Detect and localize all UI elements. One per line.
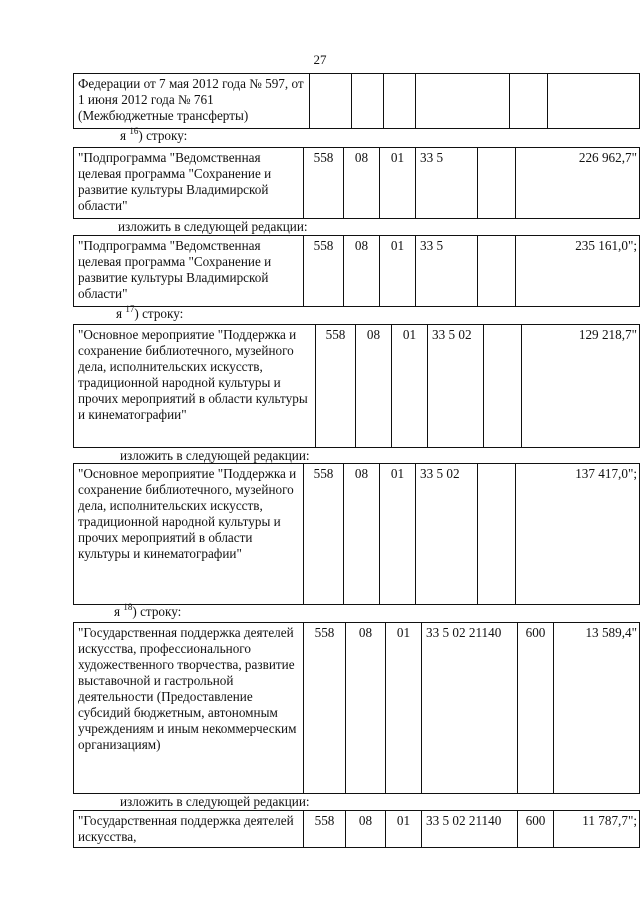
table-row xyxy=(73,324,640,448)
row-note: я $^{17}$) строку: xyxy=(116,304,184,321)
section-code-cell: 08 xyxy=(344,148,380,219)
row-name-cell: "Государственная поддержка деятелей искусства, профессионального художественного творчества, развитие выставочной и гастрольной деятельности (Предоставление субсидий бюджетным, автономным учреждениям и иным некоммерческим организациям) xyxy=(74,623,304,794)
edit-note: изложить в следующей редакции: xyxy=(118,219,308,234)
section-code-cell xyxy=(352,74,384,129)
subsection-code-cell xyxy=(384,74,416,129)
page-number: 27 xyxy=(313,52,327,67)
expense-type-cell: 600 xyxy=(518,811,554,848)
row-name-cell: "Подпрограмма "Ведомственная целевая программа "Сохранение и развитие культуры Владимирской области" xyxy=(74,236,304,307)
subsection-code-cell: 01 xyxy=(380,236,416,307)
row-name-cell: "Государственная поддержка деятелей искусства, xyxy=(74,811,304,848)
ministry-code-cell: 558 xyxy=(316,325,356,448)
table-row xyxy=(73,622,640,794)
table-row xyxy=(73,810,640,848)
expense-type-cell xyxy=(478,148,516,219)
section-code-cell: 08 xyxy=(356,325,392,448)
expense-type-cell: 600 xyxy=(518,623,554,794)
table-row xyxy=(73,73,640,129)
amount-cell xyxy=(548,74,640,129)
row-name-cell: Федерации от 7 мая 2012 года № 597, от 1 июня 2012 года № 761 (Межбюджетные трансферты) xyxy=(74,74,310,129)
expense-type-cell xyxy=(478,464,516,605)
target-article-cell xyxy=(416,74,510,129)
subsection-code-cell: 01 xyxy=(386,811,422,848)
section-code-cell: 08 xyxy=(344,236,380,307)
ministry-code-cell: 558 xyxy=(304,464,344,605)
edit-note: изложить в следующей редакции: xyxy=(120,794,310,809)
amount-cell: 137 417,0"; xyxy=(516,464,640,605)
target-article-cell: 33 5 xyxy=(416,236,478,307)
ministry-code-cell xyxy=(310,74,352,129)
ministry-code-cell: 558 xyxy=(304,236,344,307)
subsection-code-cell: 01 xyxy=(392,325,428,448)
amount-cell: 129 218,7" xyxy=(522,325,640,448)
amount-cell: 226 962,7" xyxy=(516,148,640,219)
expense-type-cell xyxy=(484,325,522,448)
row-note: я $^{18}$) строку: xyxy=(114,602,182,619)
ministry-code-cell: 558 xyxy=(304,148,344,219)
amount-cell: 13 589,4" xyxy=(554,623,640,794)
row-note: я $^{16}$) строку: xyxy=(120,126,188,143)
amount-cell: 235 161,0"; xyxy=(516,236,640,307)
ministry-code-cell: 558 xyxy=(304,623,346,794)
row-name-cell: "Основное мероприятие "Поддержка и сохранение библиотечного, музейного дела, исполнительских искусств, традиционной народной культуры и прочих мероприятий в области культуры и кинематографии" xyxy=(74,325,316,448)
subsection-code-cell: 01 xyxy=(386,623,422,794)
subsection-code-cell: 01 xyxy=(380,148,416,219)
subsection-code-cell: 01 xyxy=(380,464,416,605)
edit-note: изложить в следующей редакции: xyxy=(120,448,310,463)
target-article-cell: 33 5 02 xyxy=(416,464,478,605)
table-row xyxy=(73,235,640,307)
target-article-cell: 33 5 02 xyxy=(428,325,484,448)
target-article-cell: 33 5 xyxy=(416,148,478,219)
table-row xyxy=(73,463,640,605)
table-row xyxy=(73,147,640,219)
expense-type-cell xyxy=(478,236,516,307)
section-code-cell: 08 xyxy=(346,811,386,848)
row-name-cell: "Подпрограмма "Ведомственная целевая программа "Сохранение и развитие культуры Владимирской области" xyxy=(74,148,304,219)
row-name-cell: "Основное мероприятие "Поддержка и сохранение библиотечного, музейного дела, исполнительских искусств, традиционной народной культуры и прочих мероприятий в области культуры и кинематографии" xyxy=(74,464,304,605)
section-code-cell: 08 xyxy=(346,623,386,794)
ministry-code-cell: 558 xyxy=(304,811,346,848)
section-code-cell: 08 xyxy=(344,464,380,605)
expense-type-cell xyxy=(510,74,548,129)
amount-cell: 11 787,7"; xyxy=(554,811,640,848)
target-article-cell: 33 5 02 21140 xyxy=(422,811,518,848)
target-article-cell: 33 5 02 21140 xyxy=(422,623,518,794)
